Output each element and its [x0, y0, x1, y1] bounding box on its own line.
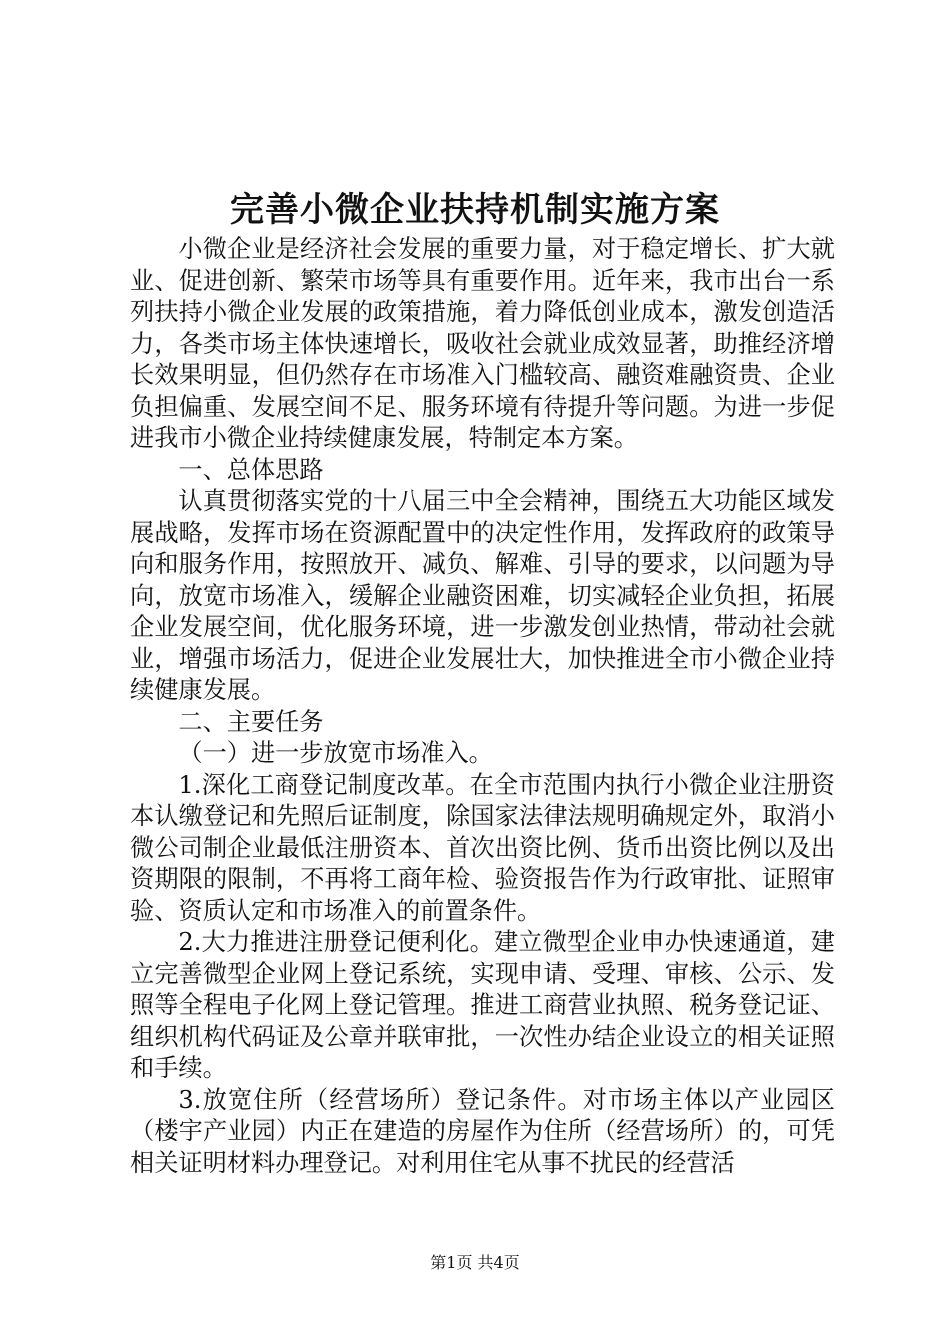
section-heading-overall-approach: 一、总体思路 — [178, 455, 324, 484]
subsection-heading-market-access: （一）进一步放宽市场准入。 — [178, 739, 493, 767]
paragraph-item-3: 3.放宽住所（经营场所）登记条件。对市场主体以产业园区（楼宇产业园）内正在建造的房屋作为住所（经营场所）的，可凭相关证明材料办理登记。对利用住宅从事不扰民的经营活 — [130, 1085, 835, 1177]
paragraph-overall-approach: 认真贯彻落实党的十八届三中全会精神，围绕五大功能区域发展战略，发挥市场在资源配置中的决定性作用，发挥政府的政策导向和服务作用，按照放开、减负、解难、引导的要求，以问题为导向，放宽市场准入，缓解企业融资困难，切实减轻企业负担，拓展企业发展空间，优化服务环境，进一步激发创业热情，带动社会就业，增强市场活力，促进企业发展壮大，加快推进全市小微企业持续健康发展。 — [130, 487, 835, 704]
document-title: 完善小微企业扶持机制实施方案 — [230, 190, 720, 230]
paragraph-item-2: 2.大力推进注册登记便利化。建立微型企业申办快速通道，建立完善微型企业网上登记系统，实现申请、受理、审核、公示、发照等全程电子化网上登记管理。推进工商营业执照、税务登记证、组织机构代码证及公章并联审批，一次性办结企业设立的相关证照和手续。 — [130, 928, 835, 1082]
document-body — [130, 234, 835, 1179]
paragraph-intro: 小微企业是经济社会发展的重要力量，对于稳定增长、扩大就业、促进创新、繁荣市场等具有重要作用。近年来，我市出台一系列扶持小微企业发展的政策措施，着力降低创业成本，激发创造活力，各类市场主体快速增长，吸收社会就业成效显著，助推经济增长效果明显，但仍然存在市场准入门槛较高、融资难融资贵、企业负担偏重、发展空间不足、服务环境有待提升等问题。为进一步促进我市小微企业持续健康发展，特制定本方案。 — [130, 235, 835, 452]
page-footer — [0, 1253, 950, 1273]
page-total: 共4页 — [477, 1253, 520, 1272]
paragraph-item-1: 1.深化工商登记制度改革。在全市范围内执行小微企业注册资本认缴登记和先照后证制度，除国家法律法规明确规定外，取消小微公司制企业最低注册资本、首次出资比例、货币出资比例以及出资期限的限制，不再将工商年检、验资报告作为行政审批、证照审验、资质认定和市场准入的前置条件。 — [130, 770, 835, 925]
page-number: 第1页 — [430, 1253, 473, 1272]
section-heading-main-tasks: 二、主要任务 — [178, 707, 324, 736]
